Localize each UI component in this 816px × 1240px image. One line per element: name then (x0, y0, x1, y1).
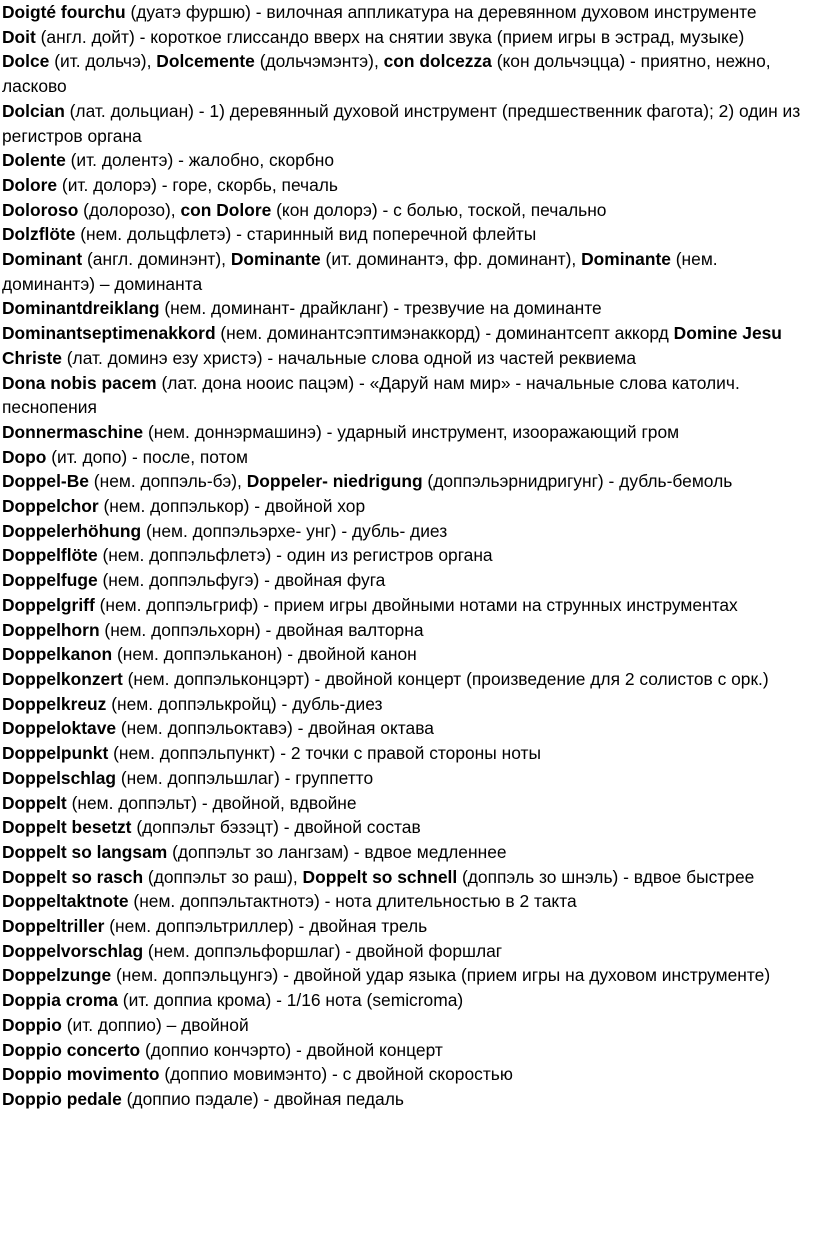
entry-description: (доппио кончэрто) - двойной концерт (140, 1039, 443, 1060)
entry-description: (нем. доппэльфлетэ) - один из регистров органа (97, 545, 493, 566)
entry-description: (ит. допо) - после, потом (46, 446, 248, 467)
dictionary-entry (2, 692, 814, 717)
entry-description: (долорозо), (78, 199, 181, 220)
entry-description: (ит. дольчэ), (49, 51, 157, 72)
entry-description: (нем. доппэльоктавэ) - двойная октава (116, 718, 434, 739)
dictionary-page (2, 0, 814, 1112)
dictionary-entry (2, 889, 814, 914)
entry-term: Doppelchor (2, 496, 99, 517)
entry-term: Doppelvorschlag (2, 940, 144, 961)
entry-term: Doppelfuge (2, 570, 98, 591)
entry-term: Dolzflöte (2, 224, 76, 245)
entry-term: Dominante (581, 249, 671, 270)
entry-term: Domine Jesu Christe (2, 323, 782, 368)
dictionary-entry (2, 716, 814, 741)
entry-term: Doppelt besetzt (2, 817, 132, 838)
entry-description: (лат. доминэ езу христэ) - начальные слова одной из частей реквиема (61, 347, 637, 368)
dictionary-entry (2, 445, 814, 470)
dictionary-entry (2, 1087, 814, 1112)
dictionary-entry (2, 469, 814, 494)
entry-term: Doppio concerto (2, 1039, 141, 1060)
entry-description: (нем. доппэльт) - двойной, вдвойне (66, 792, 357, 813)
dictionary-entry (2, 1013, 814, 1038)
dictionary-entry (2, 593, 814, 618)
entry-description: (нем. доппэлькройц) - дубль-диез (106, 693, 383, 714)
entry-term: Dolce (2, 51, 50, 72)
dictionary-entry (2, 939, 814, 964)
entry-description: (нем. доппэльфоршлаг) - двойной форшлаг (143, 940, 503, 961)
entry-description: (доппэльэрнидригунг) - дубль-бемоль (422, 471, 733, 492)
entry-term: Doppeler- niedrigung (246, 471, 423, 492)
entry-description: (дуатэ фуршю) - вилочная аппликатура на деревянном духовом инструменте (125, 2, 757, 22)
entry-description: (нем. доппэль-бэ), (88, 471, 247, 492)
entry-term: Dominante (230, 249, 321, 270)
dictionary-entry (2, 99, 814, 148)
entry-description: (нем. доппэльгриф) - прием игры двойными нотами на струнных инструментах (94, 594, 738, 615)
entry-term: Doppelkonzert (2, 668, 123, 689)
dictionary-entry (2, 1062, 814, 1087)
entry-description: (англ. доминэнт), (82, 249, 231, 270)
entry-description: (нем. доннэрмашинэ) - ударный инструмент, изооражающий гром (143, 421, 680, 442)
dictionary-entry (2, 988, 814, 1013)
entry-description: (ит. доппиа крома) - 1/16 нота (semicroma) (117, 990, 464, 1011)
dictionary-entry (2, 49, 814, 98)
entry-term: con Dolore (180, 199, 272, 220)
entry-description: (нем. доппэльэрхе- унг) - дубль- диез (141, 520, 448, 541)
entry-term: Doppel-Be (2, 471, 89, 492)
entry-term: Doppia croma (2, 990, 118, 1011)
entry-description: (нем. доппэльканон) - двойной канон (112, 644, 417, 665)
dictionary-entry (2, 840, 814, 865)
entry-term: Doppelpunkt (2, 743, 109, 764)
dictionary-entry (2, 0, 814, 25)
entry-term: Doppeloktave (2, 718, 117, 739)
entry-term: Dolente (2, 150, 66, 171)
entry-description: (нем. доппэлькор) - двойной хор (98, 496, 366, 517)
dictionary-entry (2, 568, 814, 593)
dictionary-entry (2, 247, 814, 296)
entry-description: (нем. доминант- драйкланг) - трезвучие на доминанте (159, 298, 602, 319)
entry-term: Dolore (2, 174, 58, 195)
entry-description: (нем. доппэльтриллер) - двойная трель (104, 916, 428, 937)
entry-term: Dolcemente (156, 51, 255, 72)
dictionary-entry (2, 914, 814, 939)
dictionary-entry (2, 741, 814, 766)
dictionary-entry (2, 420, 814, 445)
dictionary-entry (2, 321, 814, 370)
entry-term: Doppelerhöhung (2, 520, 142, 541)
entry-term: Donnermaschine (2, 421, 144, 442)
entry-description: (нем. доппэльцунгэ) - двойной удар языка (прием игры на духовом инструменте) (111, 965, 771, 986)
dictionary-entry (2, 543, 814, 568)
entry-term: Doppelkreuz (2, 693, 107, 714)
dictionary-entry (2, 766, 814, 791)
entry-description: (нем. доппэльхорн) - двойная валторна (99, 619, 424, 640)
entry-description: (доппио пэдале) - двойная педаль (121, 1088, 404, 1109)
entry-term: Doit (2, 26, 36, 47)
entry-description: (англ. дойт) - короткое глиссандо вверх на снятии звука (прием игры в эстрад, музыке) (35, 26, 745, 47)
entry-description: (доппэль зо шнэль) - вдвое быстрее (457, 866, 755, 887)
entry-term: Doppelt so rasch (2, 866, 144, 887)
dictionary-entry (2, 371, 814, 420)
dictionary-entry (2, 642, 814, 667)
entry-description: (нем. доппэльпункт) - 2 точки с правой стороны ноты (108, 743, 541, 764)
entry-term: Doppeltriller (2, 916, 105, 937)
entry-description: (нем. дольцфлетэ) - старинный вид поперечной флейты (75, 224, 537, 245)
entry-term: Doigté fourchu (2, 2, 126, 22)
entry-term: Dominantseptimenakkord (2, 323, 216, 344)
entry-description: (кон долорэ) - с болью, тоской, печально (271, 199, 607, 220)
entry-term: Dominant (2, 249, 83, 270)
entry-term: Doppio movimento (2, 1064, 160, 1085)
entry-term: Doppelflöte (2, 545, 98, 566)
entry-term: Doppeltaktnote (2, 891, 129, 912)
dictionary-entry (2, 865, 814, 890)
entry-term: Dopo (2, 446, 47, 467)
entry-term: Doppio pedale (2, 1088, 122, 1109)
entry-description: (доппэльт зо раш), (143, 866, 303, 887)
entry-description: (нем. доппэльфугэ) - двойная фуга (97, 570, 386, 591)
dictionary-entry (2, 296, 814, 321)
dictionary-entry (2, 173, 814, 198)
dictionary-entry (2, 791, 814, 816)
dictionary-entry (2, 25, 814, 50)
entry-description: (ит. долентэ) - жалобно, скорбно (65, 150, 335, 171)
entry-term: Dona nobis pacem (2, 372, 157, 393)
entry-description: (нем. доппэльконцэрт) - двойной концерт (произведение для 2 солистов с орк.) (122, 668, 769, 689)
entry-term: Doloroso (2, 199, 79, 220)
entry-description: (лат. дона нооис пацэм) - «Даруй нам мир» - начальные слова католич. песнопения (2, 372, 740, 418)
entry-description: (ит. доминантэ, фр. доминант), (320, 249, 582, 270)
entry-term: Doppelkanon (2, 644, 113, 665)
entry-term: Doppelschlag (2, 767, 117, 788)
entry-term: Doppio (2, 1014, 62, 1035)
entry-description: (нем. доппэльшлаг) - группетто (116, 767, 374, 788)
entry-term: Doppelt (2, 792, 67, 813)
entry-description: (кон дольчэцца) - приятно, нежно, ласково (2, 51, 771, 97)
entry-description: (доппио мовимэнто) - с двойной скоростью (159, 1064, 513, 1085)
entry-term: Doppelt so schnell (302, 866, 458, 887)
entry-description: (ит. долорэ) - горе, скорбь, печаль (57, 174, 338, 195)
dictionary-entry (2, 1038, 814, 1063)
entry-description: (доппэльт зо лангзам) - вдвое медленнее (167, 841, 507, 862)
dictionary-entry (2, 963, 814, 988)
dictionary-entry (2, 198, 814, 223)
entry-description: (лат. дольциан) - 1) деревянный духовой инструмент (предшественник фагота); 2) один из регистров органа (2, 100, 801, 146)
dictionary-entry (2, 222, 814, 247)
entry-description: (дольчэмэнтэ), (254, 51, 384, 72)
entry-term: Doppelgriff (2, 594, 95, 615)
entry-description: (ит. доппио) – двойной (61, 1014, 249, 1035)
dictionary-entry (2, 519, 814, 544)
entry-term: Doppelzunge (2, 965, 112, 986)
entry-description: (нем. доппэльтактнотэ) - нота длительностью в 2 такта (128, 891, 577, 912)
entry-term: Dolcian (2, 100, 65, 121)
dictionary-entry (2, 667, 814, 692)
dictionary-entry (2, 148, 814, 173)
entry-term: Doppelhorn (2, 619, 100, 640)
entry-description: (доппэльт бэзэцт) - двойной состав (131, 817, 421, 838)
entry-term: Dominantdreiklang (2, 298, 160, 319)
entry-term: Doppelt so langsam (2, 841, 168, 862)
entry-term: con dolcezza (383, 51, 492, 72)
dictionary-entry (2, 815, 814, 840)
entry-description: (нем. доминантэ) – доминанта (2, 249, 718, 294)
entry-description: (нем. доминантсэптимэнаккорд) - доминантсепт аккорд (215, 323, 674, 344)
dictionary-entry (2, 618, 814, 643)
dictionary-entry (2, 494, 814, 519)
